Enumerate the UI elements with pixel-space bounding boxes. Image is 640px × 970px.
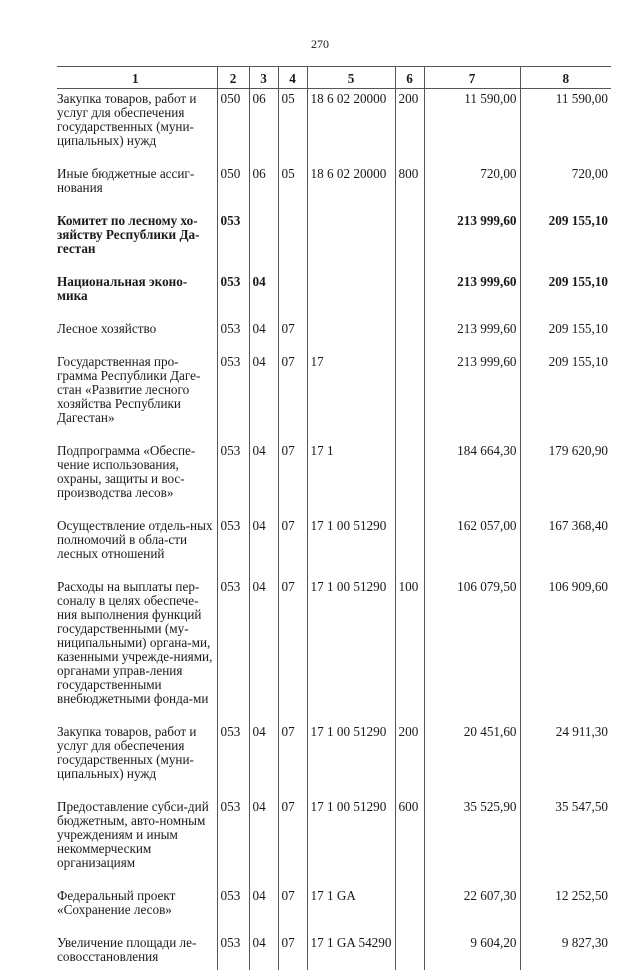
row-subsection-code: 07	[278, 722, 307, 797]
row-subsection-code: 07	[278, 797, 307, 886]
row-name: Закупка товаров, работ и услуг для обеспечения государственных (муни-ципальных) нужд	[57, 722, 217, 797]
row-name: Национальная эконо-мика	[57, 272, 217, 319]
row-target-article: 18 6 02 20000	[307, 89, 395, 165]
row-name: Осуществление отдель-ных полномочий в обла-сти лесных отношений	[57, 516, 217, 577]
row-ministry-code: 053	[217, 577, 249, 722]
row-section-code: 04	[249, 886, 278, 933]
table-row	[57, 441, 611, 516]
row-amount-year1: 213 999,60	[424, 352, 520, 441]
page-number: 270	[0, 37, 640, 52]
table-row	[57, 89, 611, 165]
row-ministry-code: 050	[217, 164, 249, 211]
table-row	[57, 886, 611, 933]
row-section-code: 04	[249, 797, 278, 886]
table-row	[57, 797, 611, 886]
row-expense-type	[395, 441, 424, 516]
table-row	[57, 722, 611, 797]
budget-table	[57, 66, 611, 970]
row-expense-type: 600	[395, 797, 424, 886]
row-amount-year1: 20 451,60	[424, 722, 520, 797]
row-expense-type	[395, 886, 424, 933]
row-section-code	[249, 211, 278, 272]
row-section-code: 06	[249, 164, 278, 211]
row-expense-type	[395, 272, 424, 319]
row-amount-year2: 209 155,10	[520, 352, 611, 441]
row-amount-year1: 213 999,60	[424, 272, 520, 319]
row-target-article	[307, 319, 395, 352]
row-expense-type	[395, 516, 424, 577]
row-target-article: 17 1 GA 54290	[307, 933, 395, 970]
column-header: 8	[520, 67, 611, 89]
row-name: Предоставление субси-дий бюджетным, авто-номным учреждениям и иным некоммерческим организациям	[57, 797, 217, 886]
row-amount-year1: 162 057,00	[424, 516, 520, 577]
row-amount-year2: 9 827,30	[520, 933, 611, 970]
row-target-article: 17 1 00 51290	[307, 722, 395, 797]
table-row	[57, 352, 611, 441]
row-amount-year2: 720,00	[520, 164, 611, 211]
row-amount-year1: 35 525,90	[424, 797, 520, 886]
row-amount-year2: 106 909,60	[520, 577, 611, 722]
row-target-article	[307, 211, 395, 272]
row-section-code: 04	[249, 722, 278, 797]
row-name: Комитет по лесному хо-зяйству Республики Да-гестан	[57, 211, 217, 272]
row-ministry-code: 053	[217, 211, 249, 272]
row-subsection-code: 07	[278, 441, 307, 516]
row-expense-type	[395, 933, 424, 970]
row-name: Лесное хозяйство	[57, 319, 217, 352]
row-expense-type: 200	[395, 89, 424, 165]
column-header: 6	[395, 67, 424, 89]
row-amount-year2: 209 155,10	[520, 211, 611, 272]
column-header: 2	[217, 67, 249, 89]
column-header: 3	[249, 67, 278, 89]
row-amount-year2: 167 368,40	[520, 516, 611, 577]
row-ministry-code: 053	[217, 272, 249, 319]
row-subsection-code: 05	[278, 89, 307, 165]
row-expense-type	[395, 352, 424, 441]
row-subsection-code: 07	[278, 516, 307, 577]
row-target-article: 17 1 00 51290	[307, 516, 395, 577]
row-target-article: 17 1 00 51290	[307, 577, 395, 722]
row-ministry-code: 053	[217, 352, 249, 441]
row-amount-year2: 209 155,10	[520, 272, 611, 319]
row-expense-type: 100	[395, 577, 424, 722]
table-row	[57, 211, 611, 272]
row-ministry-code: 053	[217, 722, 249, 797]
row-ministry-code: 053	[217, 319, 249, 352]
row-subsection-code	[278, 211, 307, 272]
row-ministry-code: 053	[217, 886, 249, 933]
row-name: Увеличение площади ле-совосстановления	[57, 933, 217, 970]
row-amount-year1: 9 604,20	[424, 933, 520, 970]
row-section-code: 04	[249, 516, 278, 577]
table-body	[57, 89, 611, 970]
row-ministry-code: 053	[217, 516, 249, 577]
row-section-code: 06	[249, 89, 278, 165]
row-amount-year2: 179 620,90	[520, 441, 611, 516]
row-ministry-code: 050	[217, 89, 249, 165]
row-expense-type	[395, 319, 424, 352]
column-header: 5	[307, 67, 395, 89]
table-row	[57, 164, 611, 211]
row-section-code: 04	[249, 352, 278, 441]
row-target-article: 17	[307, 352, 395, 441]
row-name: Государственная про-грамма Республики Даге-стан «Развитие лесного хозяйства Республики Дагестан»	[57, 352, 217, 441]
row-amount-year1: 720,00	[424, 164, 520, 211]
row-section-code: 04	[249, 933, 278, 970]
row-section-code: 04	[249, 441, 278, 516]
row-subsection-code: 07	[278, 886, 307, 933]
row-subsection-code	[278, 272, 307, 319]
row-target-article: 18 6 02 20000	[307, 164, 395, 211]
table-row	[57, 933, 611, 970]
row-expense-type	[395, 211, 424, 272]
row-amount-year2: 209 155,10	[520, 319, 611, 352]
row-name: Подпрограмма «Обеспе-чение использования, охраны, защиты и вос-производства лесов»	[57, 441, 217, 516]
row-ministry-code: 053	[217, 797, 249, 886]
row-section-code: 04	[249, 577, 278, 722]
column-header: 1	[57, 67, 217, 89]
row-amount-year1: 11 590,00	[424, 89, 520, 165]
row-amount-year2: 12 252,50	[520, 886, 611, 933]
row-subsection-code: 07	[278, 933, 307, 970]
row-section-code: 04	[249, 272, 278, 319]
table-row	[57, 319, 611, 352]
row-amount-year2: 35 547,50	[520, 797, 611, 886]
row-section-code: 04	[249, 319, 278, 352]
column-header: 4	[278, 67, 307, 89]
row-amount-year1: 184 664,30	[424, 441, 520, 516]
table-header-row	[57, 67, 611, 89]
table-row	[57, 516, 611, 577]
row-amount-year1: 106 079,50	[424, 577, 520, 722]
row-ministry-code: 053	[217, 441, 249, 516]
table-row	[57, 272, 611, 319]
row-amount-year2: 24 911,30	[520, 722, 611, 797]
row-name: Закупка товаров, работ и услуг для обеспечения государственных (муни-ципальных) нужд	[57, 89, 217, 165]
row-expense-type: 200	[395, 722, 424, 797]
row-amount-year1: 213 999,60	[424, 211, 520, 272]
row-name: Расходы на выплаты пер-соналу в целях обеспече-ния выполнения функций государственными (му-ниципальными) органа-ми, казенными учрежде-ниями, органами управ-ления государственными внебюджетными фонда-ми	[57, 577, 217, 722]
row-ministry-code: 053	[217, 933, 249, 970]
row-amount-year2: 11 590,00	[520, 89, 611, 165]
row-target-article: 17 1 00 51290	[307, 797, 395, 886]
row-target-article: 17 1	[307, 441, 395, 516]
row-subsection-code: 07	[278, 577, 307, 722]
row-name: Иные бюджетные ассиг-нования	[57, 164, 217, 211]
column-header: 7	[424, 67, 520, 89]
row-subsection-code: 07	[278, 352, 307, 441]
row-amount-year1: 22 607,30	[424, 886, 520, 933]
row-name: Федеральный проект «Сохранение лесов»	[57, 886, 217, 933]
table-row	[57, 577, 611, 722]
row-amount-year1: 213 999,60	[424, 319, 520, 352]
row-target-article	[307, 272, 395, 319]
row-subsection-code: 07	[278, 319, 307, 352]
row-target-article: 17 1 GA	[307, 886, 395, 933]
row-expense-type: 800	[395, 164, 424, 211]
row-subsection-code: 05	[278, 164, 307, 211]
